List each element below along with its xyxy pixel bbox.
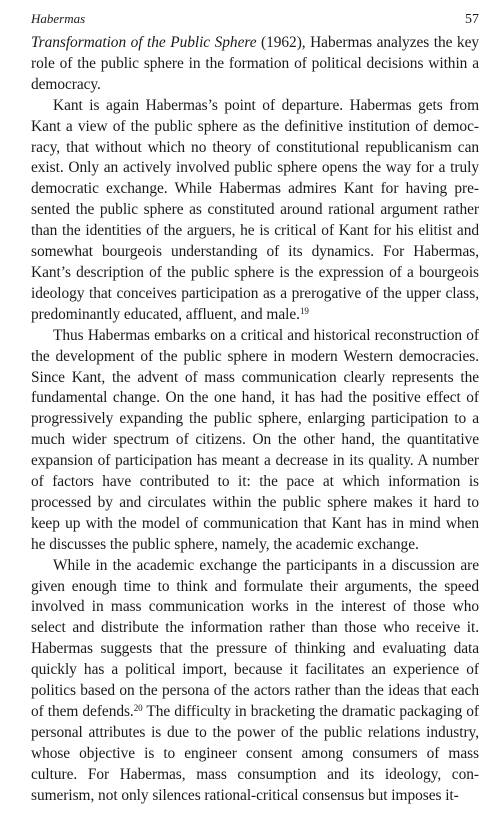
page-number: 57 — [465, 12, 479, 27]
paragraph-4-text: While in the academic exchange the participants in a discussion are given enough time to think and formulate their arguments, the speed involved in mass communication works in the interest of those who select and distribute the information rather than those who receive it. Habermas suggests that the pressure of thinking and evaluating data quickly has a political import, because it facilitates an experience of politics based on the persona of the actors rather than the ideas that each of them defends. — [31, 556, 479, 720]
paragraph-2 — [31, 96, 479, 326]
paragraph-3-text: Thus Habermas embarks on a critical and historical reconstruction of the development of the public sphere in modern Western democracies. Since Kant, the advent of mass communication clearly represents the fundamental change. On the one hand, it has had the positive effect of progressively expanding the public sphere, enlarging participation to a much wider spectrum of citizens. On the other hand, the quantitative expansion of participation has meant a decrease in its quality. A number of factors have contributed to it: the pace at which information is processed by and circulates within the public sphere makes it hard to keep up with the model of communication that Kant has in mind when he discusses the public sphere, namely, the academic exchange. — [31, 326, 479, 553]
paragraph-1-text: (1962), Habermas analyzes the key role of the public sphere in the formation of political decisions within a democracy. — [31, 34, 479, 93]
book-title: Transformation of the Public Sphere — [31, 34, 257, 51]
paragraph-3 — [31, 326, 479, 556]
footnote-ref-19: 19 — [299, 305, 309, 316]
paragraph-1 — [31, 33, 479, 96]
body-text — [31, 33, 479, 807]
paragraph-2-text: Kant is again Habermas’s point of departure. Habermas gets from Kant a view of the public sphere as the definitive institution of democracy, that without which no theory of constitutional republicanism can exist. Only an actively involved public sphere opens the way for a truly democratic exchange. While Habermas admires Kant for having presented the public sphere as constituted around rational argument rather than the identities of the arguers, he is critical of Kant for his elitist and somewhat bourgeois understanding of its dynamics. For Habermas, Kant’s description of the public sphere is the expression of a bourgeois ideology that conceives participation as a prerogative of the upper class, predominantly educated, affluent, and male. — [31, 96, 479, 323]
running-title: Habermas — [31, 11, 86, 26]
paragraph-4-text-continued: The difficulty in bracketing the dramatic packaging of personal attributes is due to the power of the public relations industry, whose objective is to engineer consent among consumers of mass culture. For Habermas, mass consumption and its ideology, consumerism, not only silences rational-critical consensus but imposes it- — [31, 703, 479, 804]
running-head — [31, 10, 479, 29]
paragraph-4 — [31, 556, 479, 807]
footnote-ref-20: 20 — [133, 703, 143, 713]
book-page — [31, 10, 479, 807]
